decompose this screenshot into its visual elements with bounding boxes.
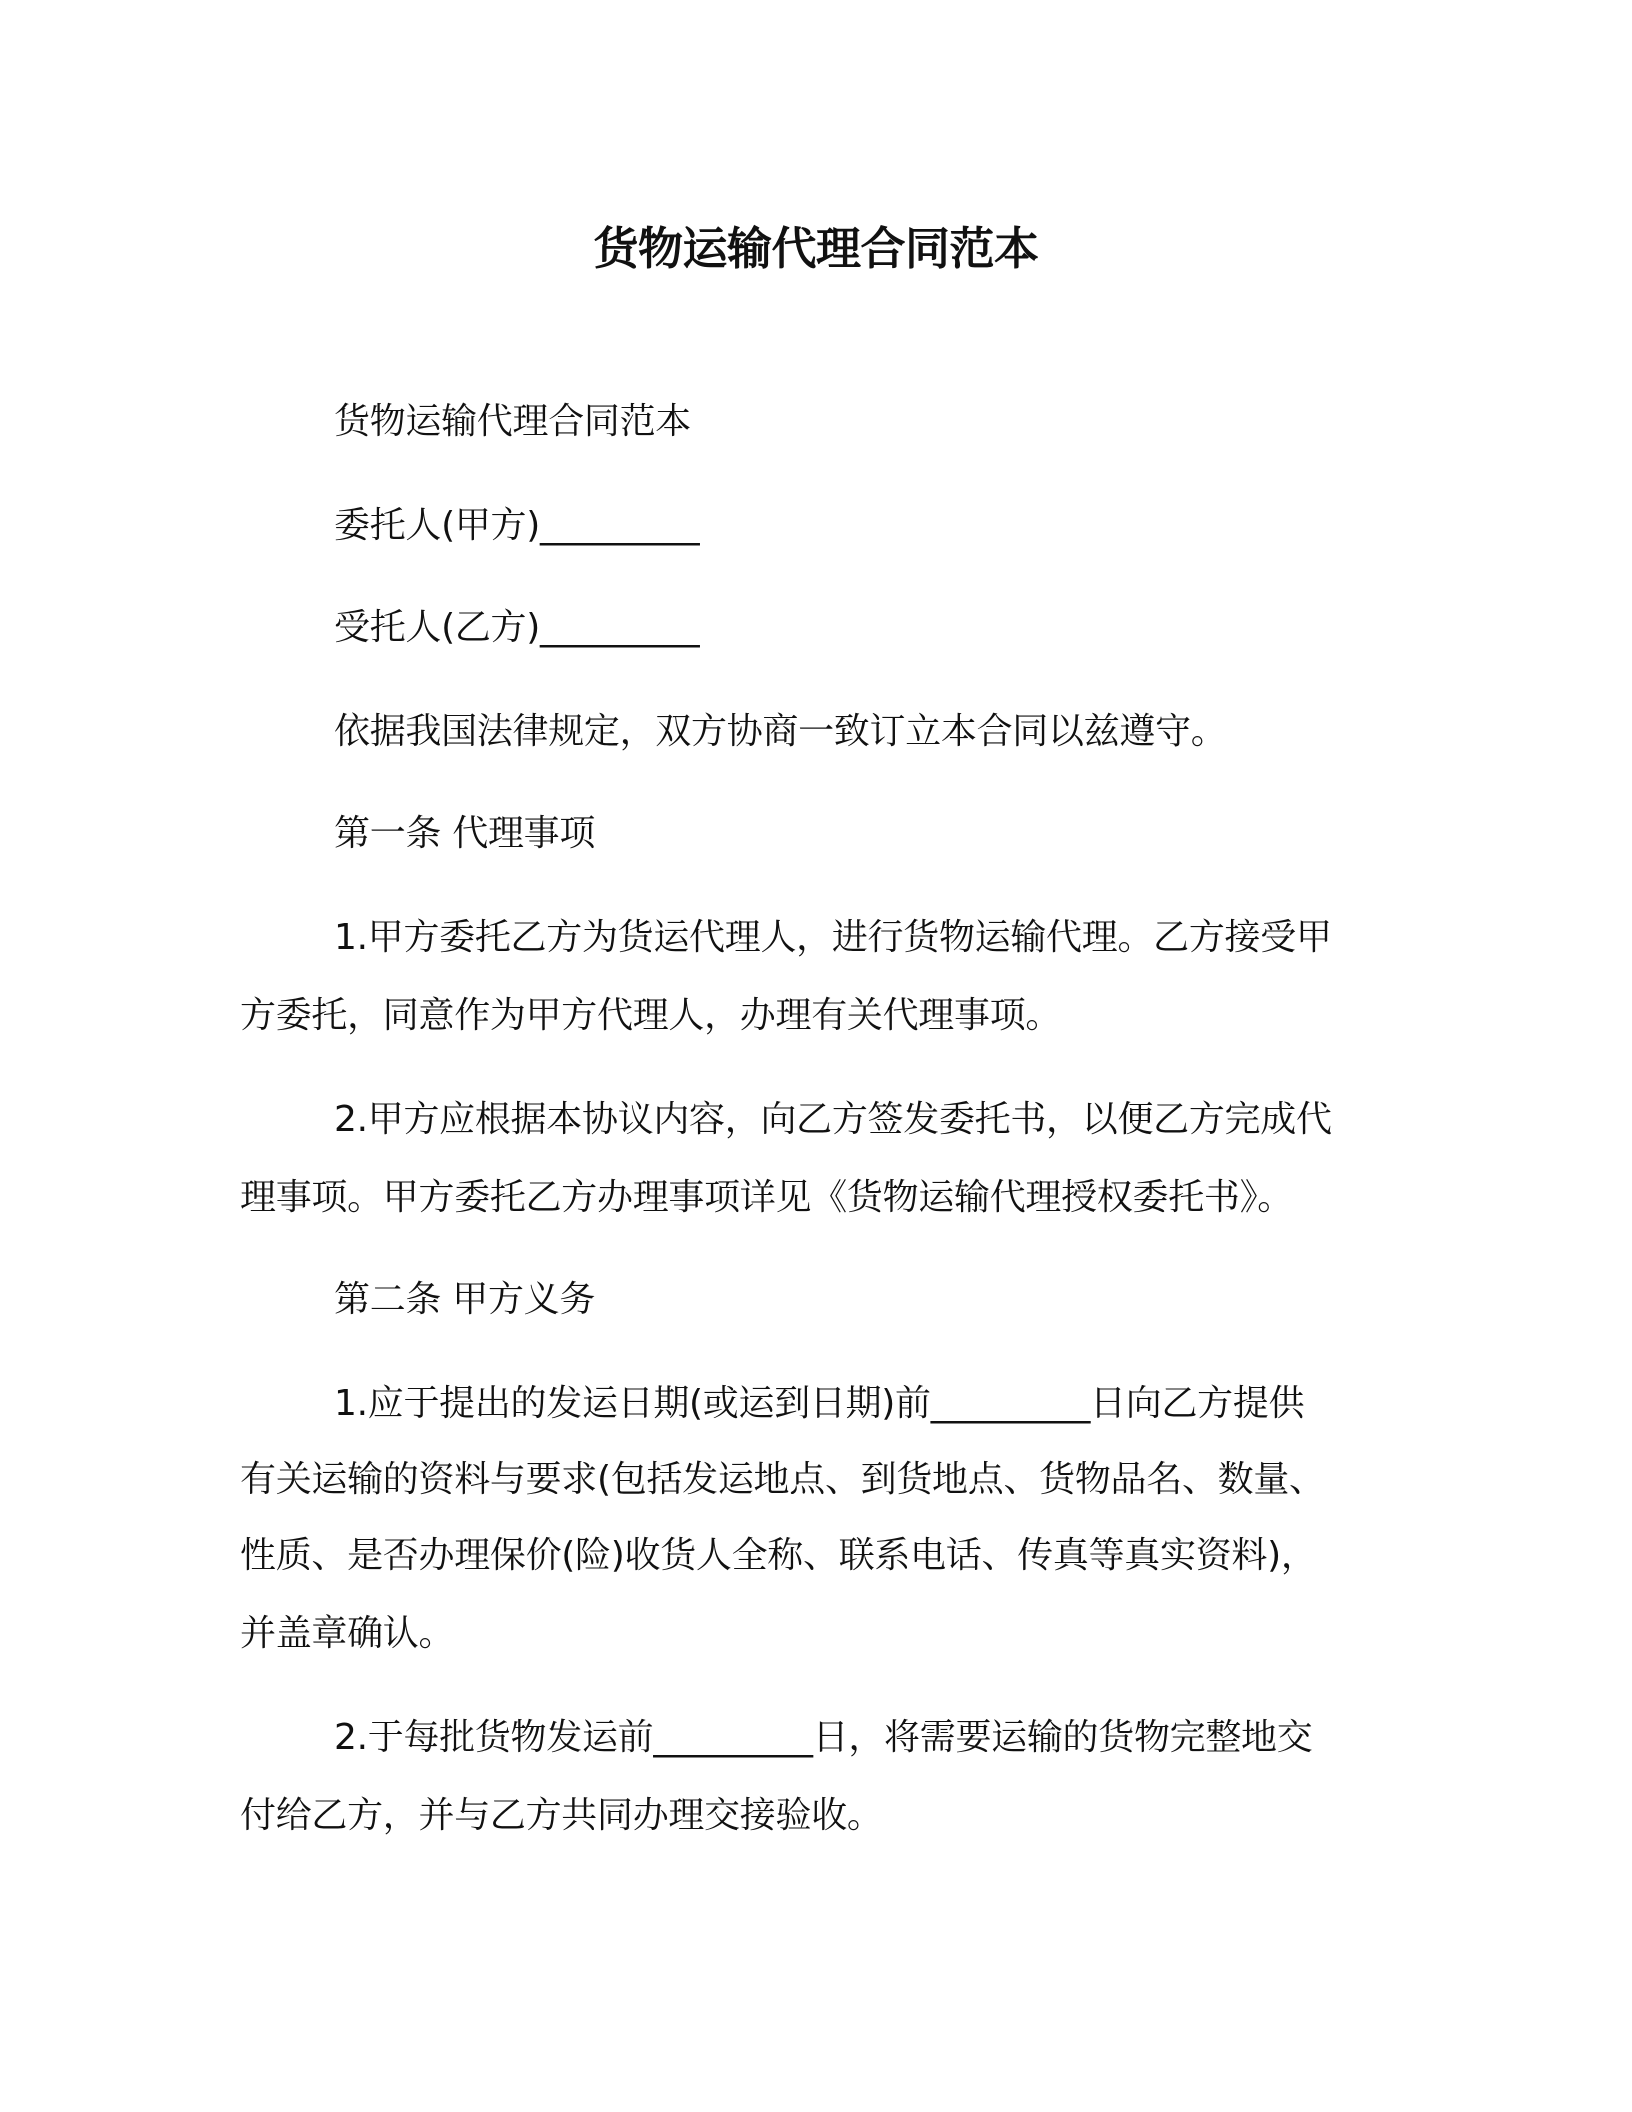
article-1-heading: 第一条 代理事项 (334, 813, 596, 854)
article-2-item-1-line-2: 有关运输的资料与要求(包括发运地点、到货地点、货物品名、数量、 (240, 1459, 1325, 1500)
article-1-item-1-line-2: 方委托，同意作为甲方代理人，办理有关代理事项。 (240, 995, 1062, 1036)
article-2-item-1-line-1: 1.应于提出的发运日期(或运到日期)前_________日向乙方提供 (334, 1383, 1305, 1424)
party-a-line: 委托人(甲方)_________ (334, 505, 700, 546)
article-2-item-2-line-2: 付给乙方，并与乙方共同办理交接验收。 (240, 1795, 883, 1836)
article-1-item-2-line-1: 2.甲方应根据本协议内容，向乙方签发委托书，以便乙方完成代 (334, 1099, 1332, 1140)
document-title: 货物运输代理合同范本 (593, 222, 1039, 275)
article-2-item-1-line-4: 并盖章确认。 (240, 1613, 455, 1654)
subtitle-line: 货物运输代理合同范本 (334, 401, 692, 442)
preamble-line: 依据我国法律规定，双方协商一致订立本合同以兹遵守。 (334, 711, 1227, 752)
article-1-item-1-line-1: 1.甲方委托乙方为货运代理人，进行货物运输代理。乙方接受甲 (334, 917, 1332, 958)
party-b-line: 受托人(乙方)_________ (334, 607, 700, 648)
article-1-item-2-line-2: 理事项。甲方委托乙方办理事项详见《货物运输代理授权委托书》。 (240, 1177, 1294, 1218)
article-2-heading: 第二条 甲方义务 (334, 1279, 596, 1320)
article-2-item-1-line-3: 性质、是否办理保价(险)收货人全称、联系电话、传真等真实资料)， (240, 1535, 1317, 1576)
article-2-item-2-line-1: 2.于每批货物发运前_________日，将需要运输的货物完整地交 (334, 1717, 1313, 1758)
